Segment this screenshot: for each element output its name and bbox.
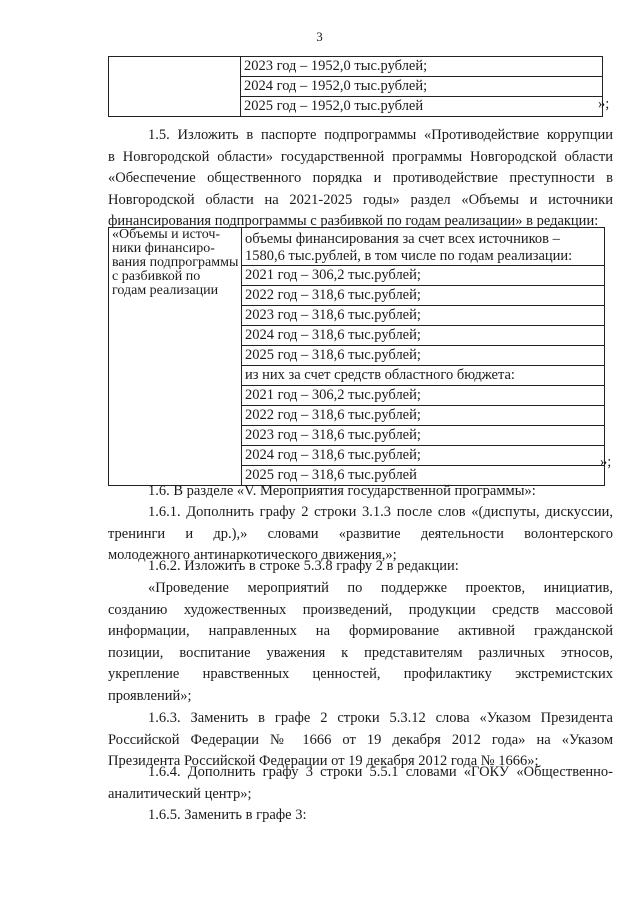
- total-line: объемы финансирования за счет всех источников –: [245, 231, 560, 247]
- table-row: 2022 год – 318,6 тыс.рублей;: [242, 286, 604, 306]
- text-line: информации, направленных на формирование активной гражданской: [108, 623, 613, 639]
- table-row: 2025 год – 1952,0 тыс.рублей: [244, 98, 424, 114]
- text-line: Новгородской области на 2021-2025 годы» раздел «Объемы и источники: [108, 191, 613, 208]
- text-line: в Новгородской области» государственной программы Новгородской области: [108, 148, 613, 165]
- text-line: «Проведение мероприятий по поддержке проектов, инициатив,: [148, 580, 613, 596]
- text-line: 1.6.2. Изложить в строке 5.3.8 графу 2 в редакции:: [148, 558, 459, 574]
- label-line: «Объемы и источ-: [112, 227, 221, 242]
- table2-closing-quote: »;: [600, 454, 612, 470]
- funding-table-continuation: [108, 56, 603, 117]
- text-line: 1.6.1. Дополнить графу 2 строки 3.1.3 после слов «(диспуты, дискуссии,: [148, 504, 613, 520]
- text-line: позиции, воспитание уважения к представителям различных этносов,: [108, 644, 613, 661]
- text-line: проявлений»;: [108, 687, 192, 704]
- text-line: укрепление нравственных ценностей, профилактику экстремистских: [108, 666, 613, 682]
- table-left-cell: [109, 57, 241, 117]
- label-line: вания подпрограммы: [112, 255, 239, 270]
- text-line: молодежного антинаркотического движения,»;: [108, 547, 397, 563]
- table-row: 2024 год – 1952,0 тыс.рублей;: [241, 77, 602, 97]
- paragraph-1-6: [108, 481, 613, 503]
- text-line: 1.5. Изложить в паспорте подпрограммы «Противодействие коррупции: [148, 127, 613, 143]
- total-line: 1580,6 тыс.рублей, в том числе по годам реализации:: [245, 248, 573, 264]
- paragraph-1-6-2: [108, 556, 613, 578]
- table-row: 2025 год – 318,6 тыс.рублей: [245, 467, 417, 483]
- page-number: 3: [316, 29, 323, 44]
- table-row: 2024 год – 318,6 тыс.рублей;: [242, 446, 604, 466]
- table-row: 2023 год – 318,6 тыс.рублей;: [242, 426, 604, 446]
- quoted-text-block: [108, 578, 613, 707]
- table-row: 2021 год – 306,2 тыс.рублей;: [242, 266, 604, 286]
- text-line: «Обеспечение общественного порядка и противодействие преступности в: [108, 170, 613, 186]
- text-line: 1.6.4. Дополнить графу 3 строки 5.5.1 словами «ГОКУ «Общественно-: [148, 764, 613, 780]
- text-line: финансирования подпрограммы с разбивкой по годам реализации» в редакции:: [108, 213, 599, 229]
- text-line: Президента Российской Федерации от 19 декабря 2012 года № 1666»;: [108, 753, 539, 769]
- text-line: 1.6. В разделе «V. Мероприятия государственной программы»:: [148, 483, 536, 499]
- table-row: 2023 год – 318,6 тыс.рублей;: [242, 306, 604, 326]
- text-line: аналитический центр»;: [108, 785, 252, 802]
- label-line: годам реализации: [112, 283, 219, 298]
- text-line: Российской Федерации № 1666 от 19 декабря 2012 года» на «Указом: [108, 731, 613, 748]
- table-row: 2023 год – 1952,0 тыс.рублей;: [241, 57, 602, 77]
- table-label-cell: [109, 228, 242, 486]
- paragraph-1-5: [108, 125, 613, 233]
- label-line: ники финансиро-: [112, 241, 215, 256]
- funding-volumes-table: [108, 227, 605, 486]
- table-right-cell: [241, 57, 603, 117]
- table-row: 2025 год – 318,6 тыс.рублей;: [242, 346, 604, 366]
- table-row-total: [242, 228, 604, 266]
- paragraph-1-6-4: [108, 762, 613, 805]
- table-values-cell: [242, 228, 605, 486]
- text-line: созданию художественных произведений, продукции средств массовой: [108, 601, 613, 618]
- text-line: тренинги и др.),» словами «развитие деятельности волонтерского: [108, 525, 613, 542]
- table1-closing-quote: »;: [598, 96, 610, 112]
- table-row: 2024 год – 318,6 тыс.рублей;: [242, 326, 604, 346]
- table-row: 2021 год – 306,2 тыс.рублей;: [242, 386, 604, 406]
- table-row: 2022 год – 318,6 тыс.рублей;: [242, 406, 604, 426]
- text-line: 1.6.5. Заменить в графе 3:: [148, 807, 307, 823]
- label-line: с разбивкой по: [112, 269, 201, 284]
- paragraph-1-6-5: [108, 805, 613, 827]
- text-line: 1.6.3. Заменить в графе 2 строки 5.3.12 слова «Указом Президента: [148, 710, 613, 726]
- table-row: из них за счет средств областного бюджета:: [242, 366, 604, 386]
